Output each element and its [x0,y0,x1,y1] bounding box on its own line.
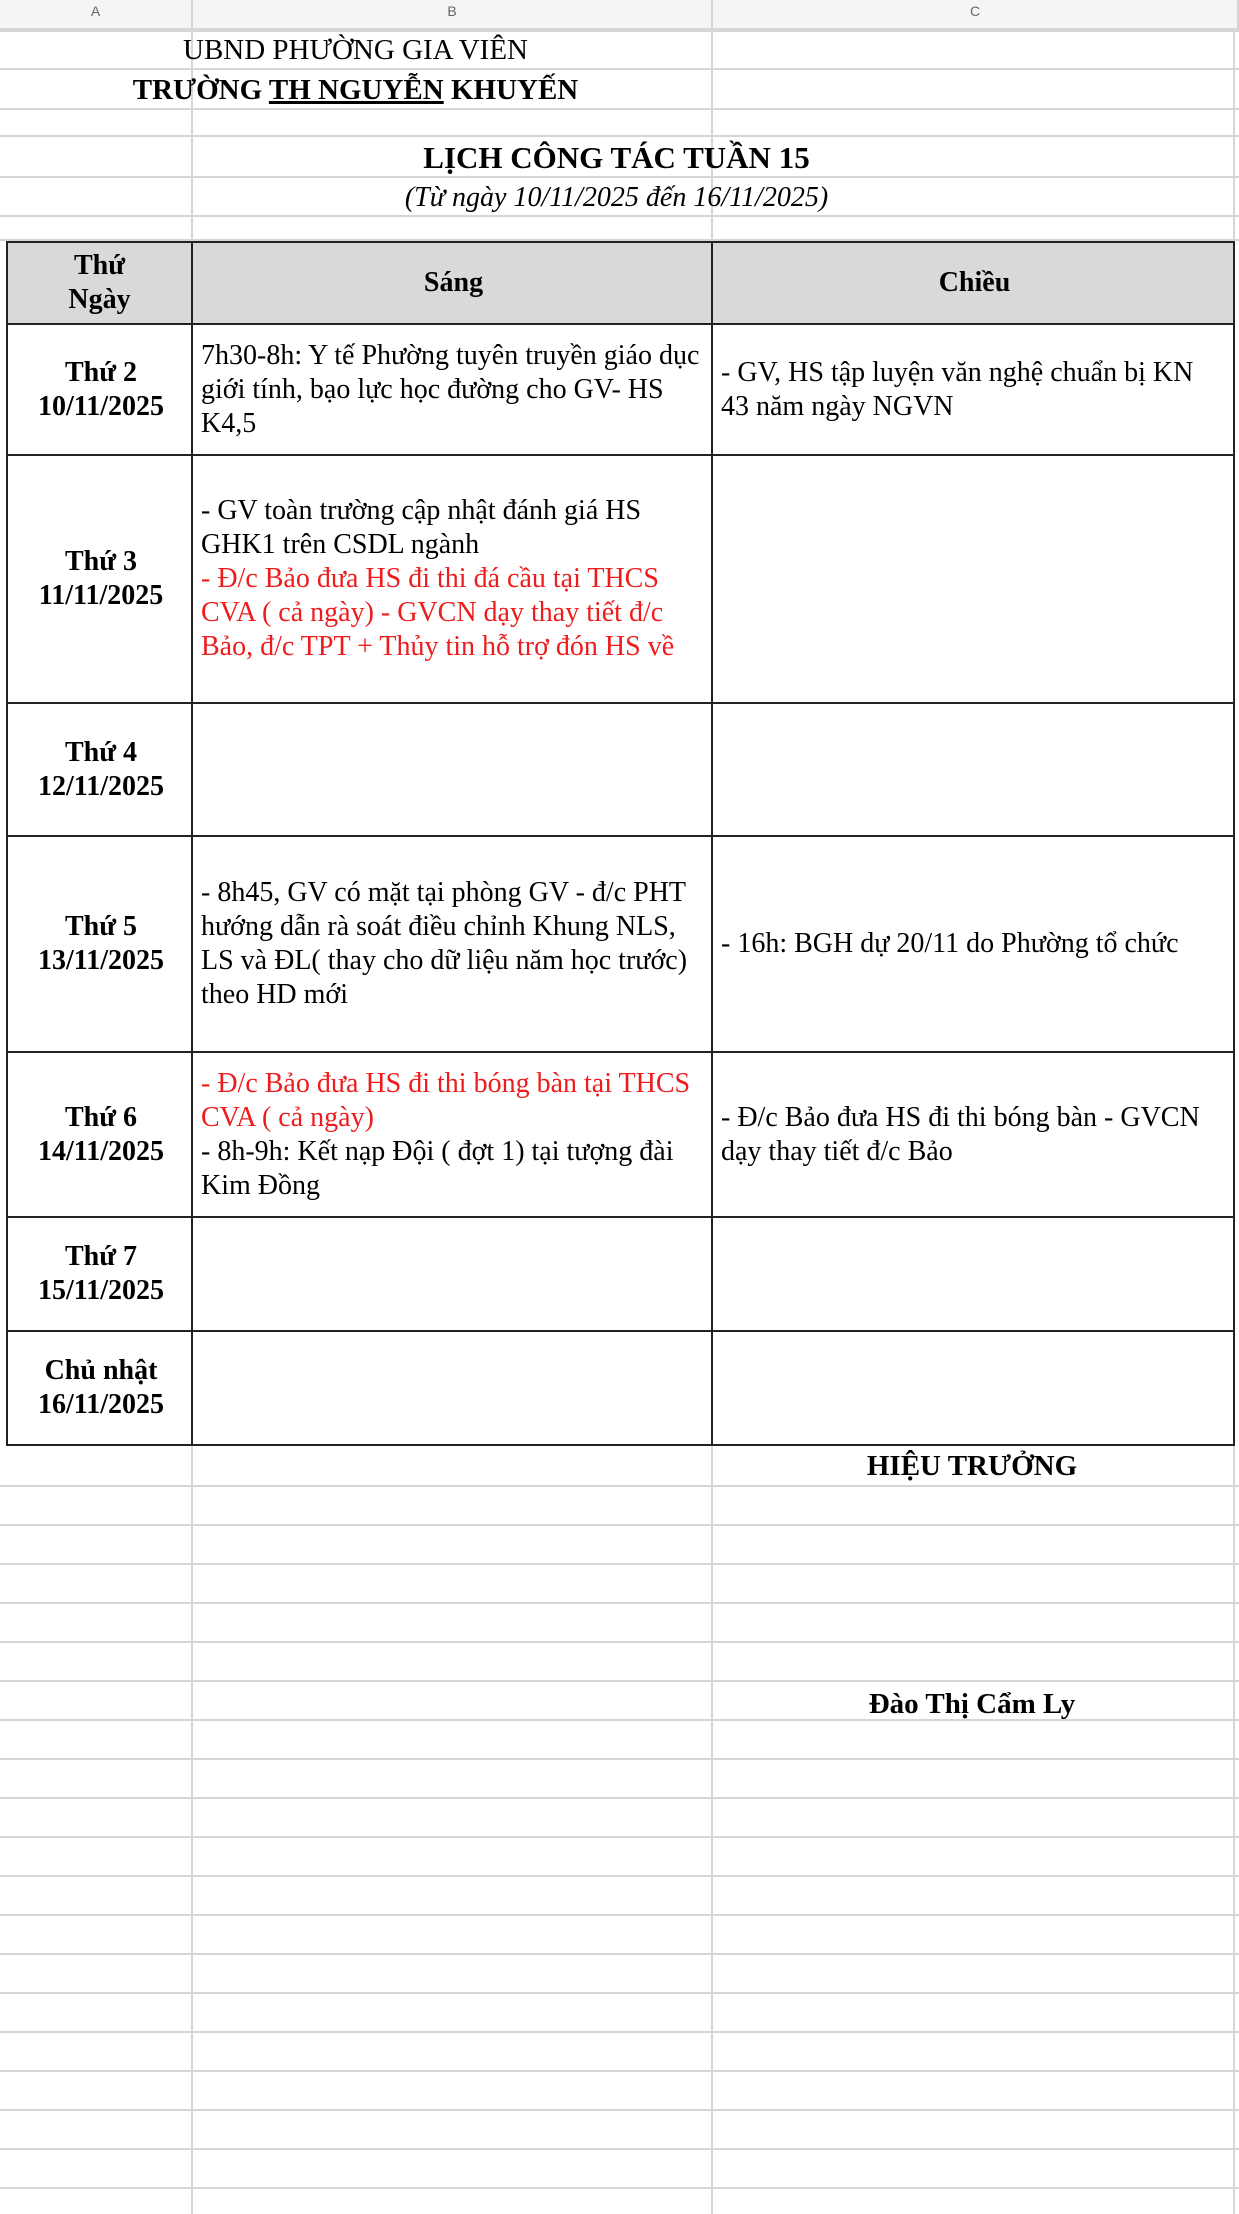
grid-line [0,1914,1239,1916]
table-row [7,324,1234,455]
grid-column-line [711,1444,713,2214]
day-label: Thứ 4 [64,736,138,768]
grid-line [0,1563,1239,1565]
header-day-line2: Ngày [68,284,131,315]
morning-cell[interactable] [192,1052,712,1217]
day-cell[interactable] [7,703,192,836]
grid-line [0,2187,1239,2189]
date-label: 10/11/2025 [37,390,164,422]
date-label: 15/11/2025 [37,1275,164,1306]
grid-line [0,2109,1239,2111]
day-cell[interactable] [7,324,192,455]
date-label: 13/11/2025 [37,945,164,976]
table-row [7,1217,1234,1331]
table-row [7,1331,1234,1445]
school-name-suffix: KHUYẾN [443,74,579,106]
school-name-prefix: TRƯỜNG [132,74,269,106]
afternoon-entry: - Đ/c Bảo đưa HS đi thi bóng bàn - GVCN dạy thay tiết đ/c Bảo [721,1101,1200,1167]
afternoon-cell[interactable] [712,455,1234,703]
grid-line [0,2148,1239,2150]
afternoon-cell[interactable] [712,836,1234,1052]
grid-line [0,1875,1239,1877]
day-label: Chủ nhật [44,1355,158,1386]
morning-cell[interactable] [192,836,712,1052]
day-label: Thứ 3 [64,546,138,577]
morning-cell[interactable] [192,1331,712,1445]
grid-line [0,1524,1239,1526]
morning-cell[interactable] [192,1217,712,1331]
signature-name: Đào Thị Cẩm Ly [868,1688,1076,1720]
authority-name: UBND PHƯỜNG GIA VIÊN [183,34,528,66]
date-label: 14/11/2025 [37,1135,164,1167]
day-label: Thứ 5 [64,911,138,942]
page-title: LỊCH CÔNG TÁC TUẦN 15 [423,140,810,175]
column-header-a[interactable]: A [0,0,193,30]
day-cell[interactable] [7,1331,192,1445]
day-cell[interactable] [7,1052,192,1217]
grid-line [0,1641,1239,1643]
schedule-table [6,241,1235,1446]
morning-entry: 7h30-8h: Y tế Phường tuyên truyền giáo dục giới tính, bạo lực học đường cho GV- HS K4,5 [201,339,700,439]
header-day-line1: Thứ [73,250,126,281]
grid-line [0,1758,1239,1760]
day-cell[interactable] [7,836,192,1052]
date-label: 16/11/2025 [37,1389,164,1420]
afternoon-cell[interactable] [712,703,1234,836]
day-cell[interactable] [7,1217,192,1331]
day-cell[interactable] [7,455,192,703]
afternoon-cell[interactable] [712,1052,1234,1217]
grid-line [0,2031,1239,2033]
grid-line [0,1680,1239,1682]
header-afternoon: Chiều [712,242,1234,324]
afternoon-cell[interactable] [712,324,1234,455]
grid-line [0,28,1239,30]
day-label: Thứ 6 [64,1101,138,1133]
morning-entry: - Đ/c Bảo đưa HS đi thi bóng bàn tại THCS CVA ( cả ngày) [201,1067,691,1133]
table-row [7,836,1234,1052]
date-label: 12/11/2025 [37,770,164,802]
grid-line [0,135,1239,137]
column-header-c[interactable]: C [713,0,1239,30]
day-label: Thứ 2 [64,356,138,388]
grid-line [0,1992,1239,1994]
afternoon-cell[interactable] [712,1217,1234,1331]
column-header-b[interactable]: B [193,0,713,30]
afternoon-cell[interactable] [712,1331,1234,1445]
grid-line [0,1797,1239,1799]
school-name-underlined: TH NGUYỄN [268,74,444,106]
grid-line [0,1602,1239,1604]
grid-line [0,2070,1239,2072]
morning-cell[interactable] [192,455,712,703]
morning-entry: - GV toàn trường cập nhật đánh giá HS GHK1 trên CSDL ngành [201,495,642,560]
grid-line [0,108,1239,110]
morning-entry: - 8h45, GV có mặt tại phòng GV - đ/c PHT hướng dẫn rà soát điều chỉnh Khung NLS, LS và ĐL( thay cho dữ liệu năm học trước) theo HD mới [201,877,688,1010]
morning-entry: - Đ/c Bảo đưa HS đi thi đá cầu tại THCS CVA ( cả ngày) - GVCN dạy thay tiết đ/c Bảo, đ/c TPT + Thủy tin hỗ trợ đón HS về [201,563,675,662]
header-day [7,242,192,324]
grid-line [0,1836,1239,1838]
header-morning: Sáng [192,242,712,324]
grid-line [0,1953,1239,1955]
school-name [0,72,711,108]
morning-cell[interactable] [192,324,712,455]
grid-line [0,68,1239,70]
table-header-row [7,242,1234,324]
day-label: Thứ 7 [64,1241,138,1272]
table-row [7,1052,1234,1217]
signature-role: HIỆU TRƯỞNG [866,1450,1078,1482]
afternoon-entry: - 16h: BGH dự 20/11 do Phường tổ chức [721,928,1179,959]
table-row [7,703,1234,836]
afternoon-entry: - GV, HS tập luyện văn nghệ chuẩn bị KN 43 năm ngày NGVN [721,356,1194,422]
date-label: 11/11/2025 [38,580,164,611]
page-subtitle: (Từ ngày 10/11/2025 đến 16/11/2025) [404,182,829,213]
table-row [7,455,1234,703]
morning-cell[interactable] [192,703,712,836]
grid-column-line [191,1444,193,2214]
morning-entry: - 8h-9h: Kết nạp Đội ( đợt 1) tại tượng đài Kim Đồng [201,1135,674,1201]
